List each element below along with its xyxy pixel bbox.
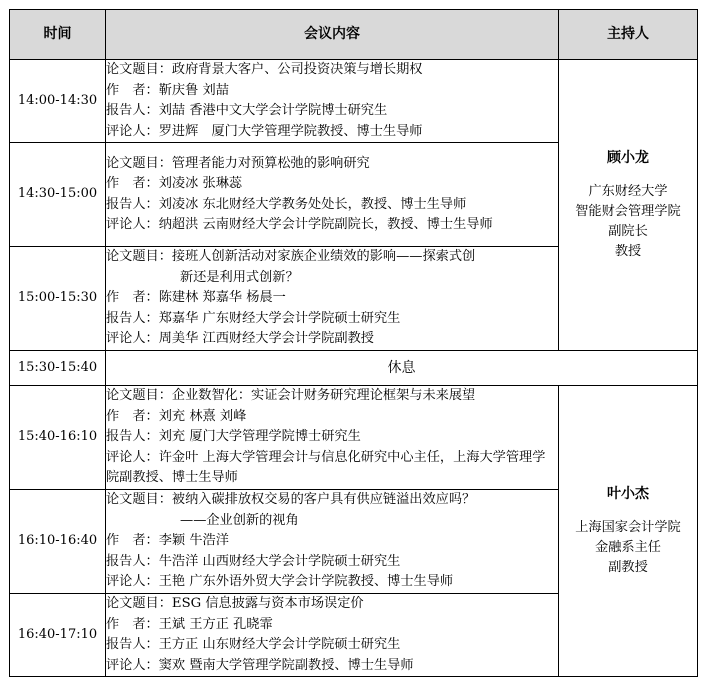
host-dept: 金融系主任 [595,540,661,555]
discussant: 评论人：罗进辉 厦门大学管理学院教授、博士生导师 [106,123,423,139]
session-time: 15:00-15:30 [10,247,106,351]
authors: 作 者：李颖 牛浩洋 [106,533,229,549]
table-row [10,60,698,143]
discussant: 评论人：周美华 江西财经大学会计学院副教授 [106,331,374,347]
host-title: 教授 [614,244,642,259]
discussant: 评论人：许金叶 上海大学管理会计与信息化研究中心主任，上海大学管理学院副教授、博士生导师 [106,449,546,486]
break-label: 休息 [106,351,698,386]
session-time: 15:30-15:40 [10,351,106,386]
paper-title: 论文题目：ESG 信息披露与资本市场误定价 [106,596,364,611]
paper-title: 论文题目：接班人创新活动对家族企业绩效的影响——探索式创 [106,249,476,265]
presenter: 报告人：刘喆 香港中文大学会计学院博士研究生 [106,103,388,118]
schedule-table [9,9,698,677]
paper-title: 论文题目：政府背景大客户、公司投资决策与增长期权 [106,62,423,77]
paper-title-continued: 新还是利用式创新？ [180,269,299,285]
table-row [10,386,698,490]
authors: 作 者：靳庆鲁 刘喆 [106,82,229,98]
authors: 作 者：陈建林 郑嘉华 杨晨一 [106,290,286,306]
session-content [106,490,559,594]
table-row [10,351,698,386]
session-time: 16:40-17:10 [10,594,106,677]
session-content [106,594,559,677]
host-title: 副教授 [608,560,648,575]
session-time: 15:40-16:10 [10,386,106,490]
host-org: 上海国家会计学院 [575,520,681,535]
paper-title-continued: ——企业创新的视角 [180,512,299,528]
host-name: 顾小龙 [607,150,649,166]
header-host: 主持人 [559,10,698,60]
session-content [106,143,559,247]
presenter: 报告人：牛浩洋 山西财经大学会计学院硕士研究生 [106,553,401,569]
session-content [106,60,559,143]
authors: 作 者：刘充 林熹 刘峰 [106,408,247,424]
host-dept: 智能财会管理学院 [575,204,681,219]
host-position: 副院长 [608,224,648,239]
paper-title: 论文题目：被纳入碳排放权交易的客户具有供应链溢出效应吗？ [106,492,476,508]
authors: 作 者：王斌 王方正 孔晓霏 [106,616,273,632]
paper-title: 论文题目：企业数智化：实证会计财务研究理论框架与未来展望 [106,388,476,404]
presenter: 报告人：王方正 山东财经大学会计学院硕士研究生 [106,637,401,652]
session-content [106,386,559,490]
session-time: 14:30-15:00 [10,143,106,247]
host-org: 广东财经大学 [588,184,668,199]
host-name: 叶小杰 [607,486,649,502]
header-time: 时间 [10,10,106,60]
presenter: 报告人：郑嘉华 广东财经大学会计学院硕士研究生 [106,310,401,326]
presenter: 报告人：刘充 厦门大学管理学院博士研究生 [106,429,361,445]
authors: 作 者：刘凌冰 张琳蕊 [106,176,243,191]
discussant: 评论人：窦欢 暨南大学管理学院副教授、博士生导师 [106,657,414,673]
session-content [106,247,559,351]
header-content: 会议内容 [106,10,559,60]
presenter: 报告人：刘凌冰 东北财经大学教务处处长，教授、博士生导师 [106,196,467,212]
discussant: 评论人：纳超洪 云南财经大学会计学院副院长，教授、博士生导师 [106,217,493,232]
session-time: 16:10-16:40 [10,490,106,594]
header-row [10,10,698,60]
discussant: 评论人：王艳 广东外语外贸大学会计学院教授、博士生导师 [106,574,454,590]
host-cell [559,60,698,351]
paper-title: 论文题目：管理者能力对预算松弛的影响研究 [106,155,370,171]
host-cell [559,386,698,677]
session-time: 14:00-14:30 [10,60,106,143]
